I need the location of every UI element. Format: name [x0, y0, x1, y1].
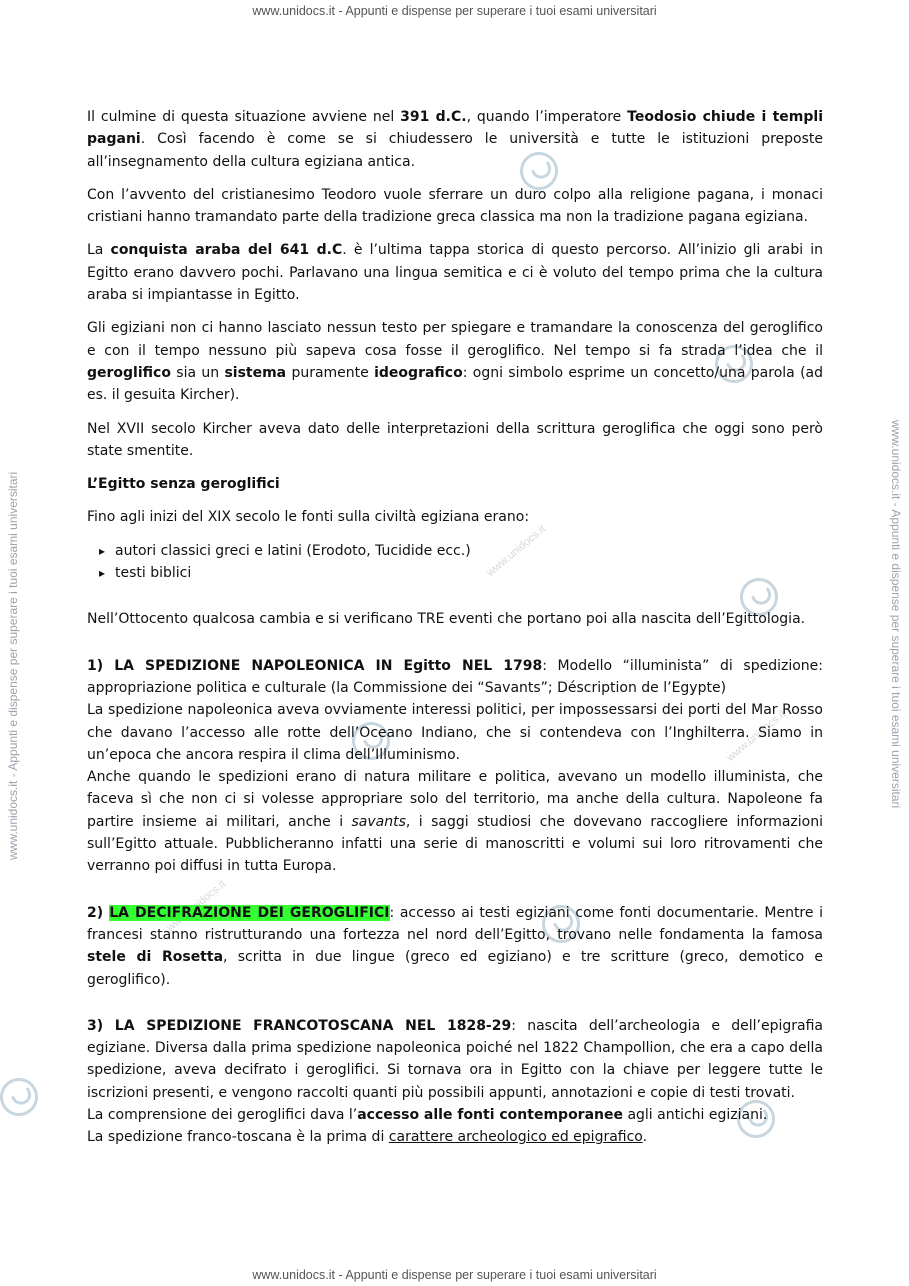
bold-text: geroglifico	[87, 364, 171, 381]
text: agli antichi egiziani.	[623, 1106, 768, 1123]
side-watermark-right: www.unidocs.it - Appunti e dispense per superare i tuoi esami universitari	[889, 420, 903, 809]
paragraph	[87, 317, 823, 406]
section-1	[87, 655, 823, 878]
text: , scritta in due lingue (greco ed egiziano) e tre scritture (greco, demotico e geroglifico).	[87, 949, 824, 988]
italic-text: savants	[351, 813, 406, 830]
underlined-text: carattere archeologico ed epigrafico	[388, 1129, 643, 1146]
highlighted-title: LA DECIFRAZIONE DEI GEROGLIFICI	[109, 904, 390, 921]
text: Anche quando le spedizioni erano di natura militare e politica, avevano un modello illuminista, che faceva sì che non ci si volesse appropriare solo del territorio, ma anche della cultura. Napoleone fa partire insieme ai militari, anche i	[87, 769, 823, 830]
section-2	[87, 902, 823, 991]
document-body	[87, 106, 823, 1160]
bold-text: stele di Rosetta	[87, 949, 224, 966]
bold-text: 391 d.C.	[400, 109, 467, 125]
paragraph	[87, 239, 823, 306]
text: La spedizione napoleonica aveva ovviamente interessi politici, per impossessarsi dei porti del Mar Rosso che davano l’accesso alle rotte dell’Oceano Indiano, che si contendeva con l’Inghilterra. Siamo in un’epoca che ancora respira il clima dell’Illuminismo.	[87, 702, 823, 763]
section-heading: L’Egitto senza geroglifici	[87, 476, 280, 493]
bold-text: Teodosio chiude i templi pagani	[87, 109, 823, 148]
paragraph	[87, 106, 823, 173]
bold-text: sistema	[224, 364, 287, 381]
text-line	[87, 1126, 823, 1148]
text: Il culmine di questa situazione avviene nel	[87, 109, 401, 125]
watermark-logo-icon	[0, 1071, 45, 1123]
text: La	[87, 242, 111, 259]
list-item: ▸ autori classici greci e latini (Erodoto, Tucidide ecc.)	[99, 540, 823, 562]
text: : ogni simbolo esprime un concetto/una parola (ad es. il gesuita Kircher).	[87, 364, 823, 404]
paragraph: Nel XVII secolo Kircher aveva dato delle interpretazioni della scrittura geroglifica che oggi sono però state smentite.	[87, 420, 823, 459]
side-watermark-left: www.unidocs.it - Appunti e dispense per superare i tuoi esami universitari	[6, 471, 20, 860]
bullet-list	[87, 540, 823, 585]
footer-watermark: www.unidocs.it - Appunti e dispense per superare i tuoi esami universitari	[252, 1268, 657, 1282]
text-line	[87, 1104, 823, 1126]
text: La comprensione dei geroglifici dava l’	[87, 1106, 358, 1123]
text: Gli egiziani non ci hanno lasciato nessun testo per spiegare e tramandare la conoscenza del geroglifico e con il tempo nessuno più sapeva cosa fosse il geroglifico. Nel tempo si fa strada l’idea che il	[87, 320, 823, 359]
text: .	[642, 1129, 648, 1146]
header-watermark: www.unidocs.it - Appunti e dispense per superare i tuoi esami universitari	[252, 4, 657, 18]
text: : nascita dell’archeologia e dell’epigrafia egiziane. Diversa dalla prima spedizione napoleonica poiché nel 1822 Champollion, che era a capo della spedizione, aveva decifrato i geroglifici. Si tornava ora in Egitto con la chiave per leggere tutte le iscrizioni presenti, e vengono raccolti quanti più possibili appunti, annotazioni e copie di testi trovati.	[87, 1017, 823, 1101]
text-line	[87, 766, 823, 877]
text: , quando l’imperatore	[466, 109, 628, 125]
bold-text: ideografico	[374, 364, 463, 381]
paragraph: Con l’avvento del cristianesimo Teodoro vuole sferrare un duro colpo alla religione pagana, i monaci cristiani hanno tramandato parte della tradizione greca classica ma non la tradizione pagana egiziana.	[87, 186, 823, 226]
diagonal-watermark: www.unidocs.it	[724, 708, 789, 764]
text: . è l’ultima tappa storica di questo percorso. All’inizio gli arabi in Egitto erano davvero pochi. Parlavano una lingua semitica e ci è voluto del tempo prima che la cultura araba si impiantasse in Egitto.	[87, 242, 823, 304]
paragraph: Nell’Ottocento qualcosa cambia e si verificano TRE eventi che portano poi alla nascita dell’Egittologia.	[87, 611, 806, 628]
bold-text: 3) LA SPEDIZIONE FRANCOTOSCANA NEL 1828-29	[87, 1017, 512, 1034]
paragraph: Fino agli inizi del XIX secolo le fonti sulla civiltà egiziana erano:	[87, 509, 530, 526]
text: : accesso ai testi egiziani come fonti documentarie. Mentre i francesi stanno ristrutturando una fortezza nel nord dell’Egitto, trovano nelle fondamenta la famosa	[87, 904, 824, 943]
text: . Così facendo è come se si chiudessero le università e tutte le istituzioni preposte all’insegnamento della cultura egiziana antica.	[87, 131, 823, 170]
diagonal-watermark: www.unidocs.it	[484, 523, 549, 579]
text: puramente	[286, 364, 375, 381]
bold-text: 1) LA SPEDIZIONE NAPOLEONICA IN Egitto NEL 1798	[87, 657, 543, 674]
bold-text: conquista araba del 641 d.C	[110, 242, 343, 259]
text: , i saggi studiosi che dovevano raccogliere informazioni sull’Egitto attuale. Pubblicheranno infatti una serie di manoscritti e volumi sui loro ritrovamenti che verranno poi diffusi in tutta Europa.	[87, 813, 824, 875]
text: : Modello “illuminista” di spedizione: appropriazione politica e culturale (la Commissione dei “Savants”; Déscription de l’Egypte)	[87, 657, 824, 696]
text: sia un	[170, 364, 225, 381]
bold-text: accesso alle fonti contemporanee	[357, 1106, 623, 1123]
section-3	[87, 1015, 823, 1149]
list-item: ▸ testi biblici	[99, 562, 823, 584]
bold-text: 2)	[87, 904, 110, 921]
text: La spedizione franco-toscana è la prima di	[87, 1129, 389, 1146]
